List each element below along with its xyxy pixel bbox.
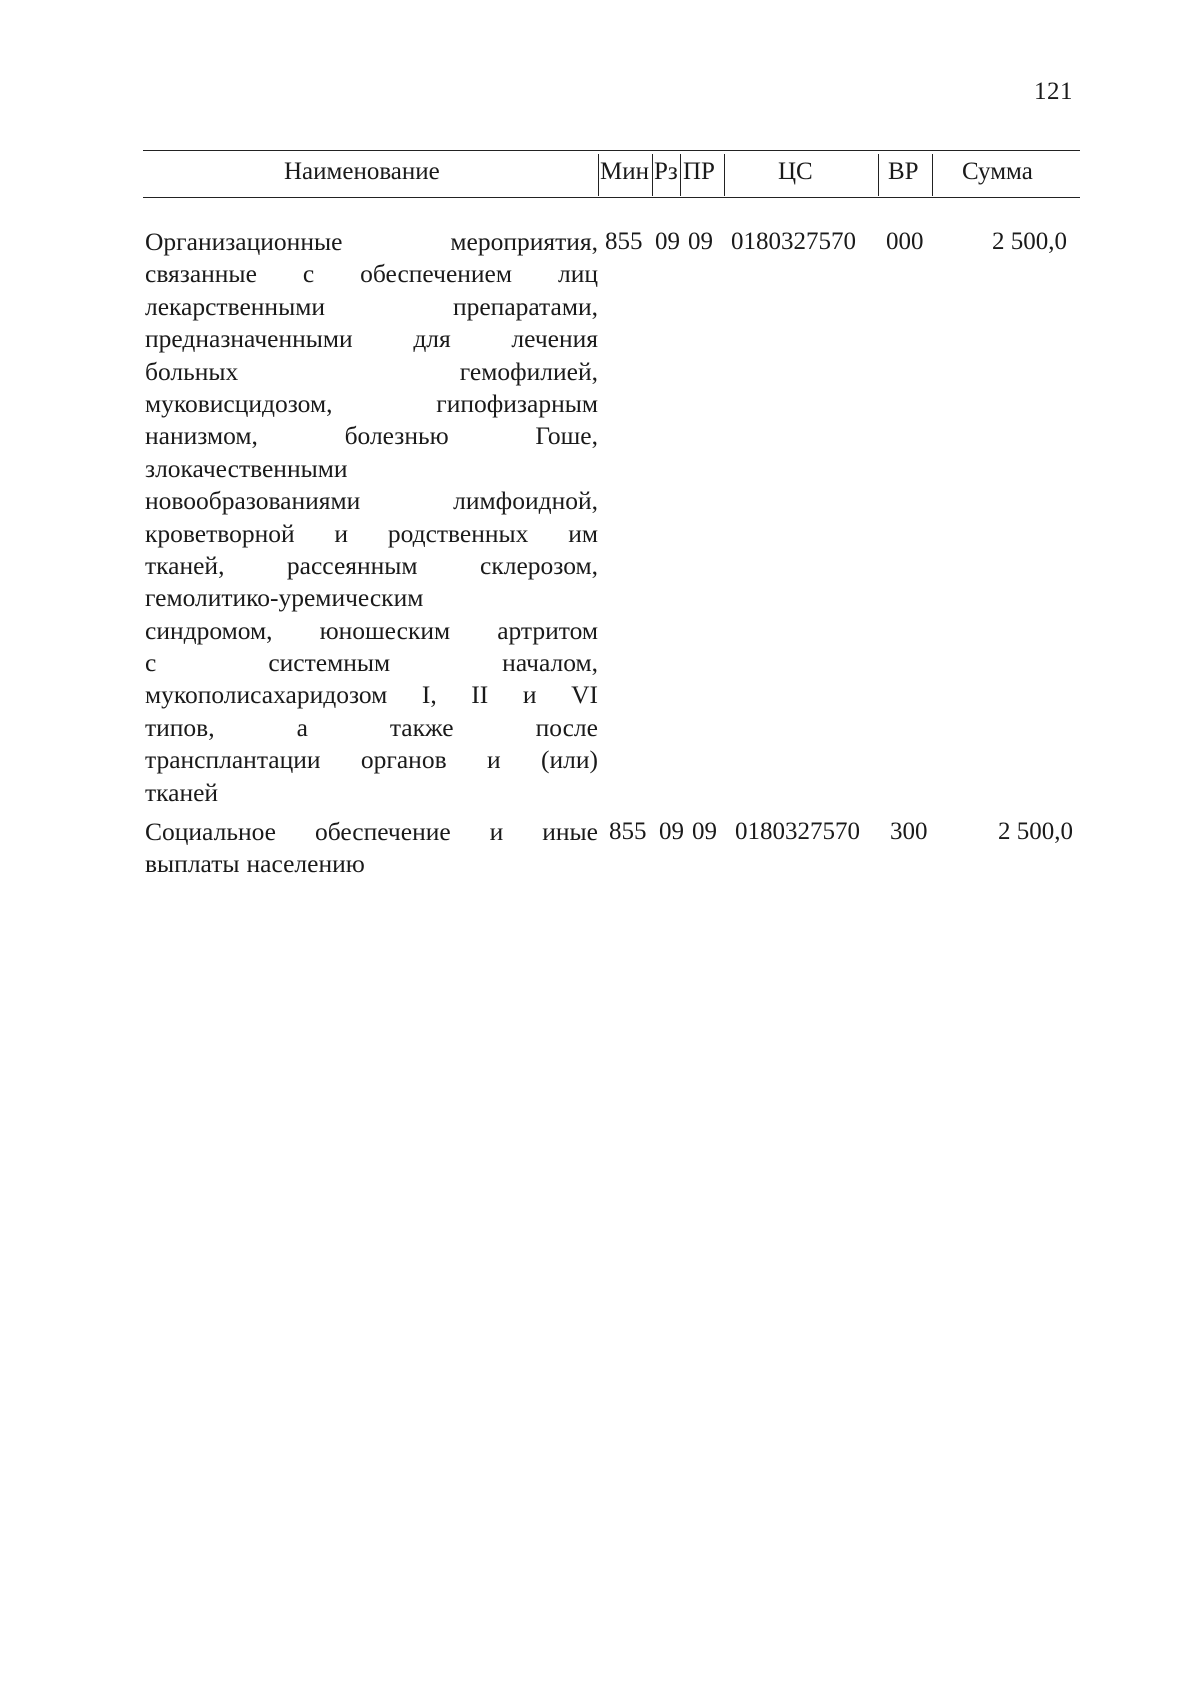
name-line bbox=[145, 226, 598, 258]
column-separator bbox=[680, 154, 681, 196]
name-word: населению bbox=[246, 849, 365, 879]
name-line bbox=[145, 816, 598, 848]
header-name: Наименование bbox=[284, 158, 440, 185]
name-word: препаратами, bbox=[452, 291, 598, 321]
column-separator bbox=[598, 154, 599, 196]
name-word: системным bbox=[268, 648, 391, 678]
name-line bbox=[145, 518, 598, 550]
name-line bbox=[145, 323, 598, 355]
row-name-cell bbox=[145, 816, 598, 881]
column-separator bbox=[724, 154, 725, 196]
name-word: гемофилией, bbox=[459, 356, 598, 386]
name-word: юношеским bbox=[319, 615, 451, 645]
name-word: Социальное bbox=[145, 817, 276, 846]
name-line bbox=[145, 848, 598, 880]
table-header-bottom-rule bbox=[143, 197, 1080, 198]
name-word: после bbox=[535, 712, 598, 742]
name-line bbox=[145, 582, 598, 614]
cell-vr: 000 bbox=[886, 228, 924, 255]
cell-pr: 09 bbox=[688, 228, 713, 255]
name-line bbox=[145, 258, 598, 290]
name-word: и bbox=[334, 518, 349, 548]
cell-sum: 2 500,0 bbox=[998, 818, 1073, 845]
name-word: II bbox=[471, 680, 489, 710]
name-word: VI bbox=[571, 680, 598, 710]
name-word: артритом bbox=[497, 615, 598, 645]
name-line bbox=[145, 744, 598, 776]
column-separator bbox=[652, 154, 653, 196]
name-word: а bbox=[296, 712, 308, 742]
name-word: злокачественными bbox=[145, 453, 348, 483]
name-line bbox=[145, 647, 598, 679]
header-rz: Рз bbox=[654, 158, 678, 185]
name-line bbox=[145, 679, 598, 711]
name-word: тканей, bbox=[145, 550, 225, 580]
name-word: больных bbox=[145, 356, 239, 386]
name-word: синдромом, bbox=[145, 615, 273, 645]
row-name-cell bbox=[145, 226, 598, 809]
name-word: и bbox=[486, 745, 501, 775]
name-word: типов, bbox=[145, 712, 215, 742]
name-word: лекарственными bbox=[145, 291, 325, 321]
cell-sum: 2 500,0 bbox=[992, 228, 1067, 255]
name-line bbox=[145, 420, 598, 452]
name-word: с bbox=[145, 648, 157, 678]
name-word: новообразованиями bbox=[145, 486, 361, 516]
cell-min: 855 bbox=[609, 818, 647, 845]
column-separator bbox=[878, 154, 879, 196]
name-word: обеспечение bbox=[314, 817, 451, 846]
cell-vr: 300 bbox=[890, 818, 928, 845]
header-sum: Сумма bbox=[962, 158, 1033, 185]
name-word: склерозом, bbox=[480, 550, 598, 580]
name-word: кроветворной bbox=[145, 518, 295, 548]
page-number: 121 bbox=[1034, 78, 1073, 105]
header-vr: ВР bbox=[888, 158, 919, 185]
name-word: мероприятия, bbox=[450, 227, 598, 256]
name-line bbox=[145, 453, 598, 485]
name-word: связанные bbox=[145, 259, 257, 289]
table-top-rule bbox=[143, 150, 1080, 151]
header-cs: ЦС bbox=[778, 158, 813, 185]
name-word: и bbox=[489, 817, 504, 846]
name-word: предназначенными bbox=[145, 324, 353, 354]
name-line bbox=[145, 291, 598, 323]
name-word: тканей bbox=[145, 777, 219, 807]
name-word: также bbox=[389, 712, 454, 742]
name-line bbox=[145, 712, 598, 744]
name-word: и bbox=[522, 680, 537, 710]
name-word: лимфоидной, bbox=[453, 486, 598, 516]
name-line bbox=[145, 485, 598, 517]
name-word: I, bbox=[421, 680, 437, 710]
name-line bbox=[145, 777, 598, 809]
name-line bbox=[145, 550, 598, 582]
name-word: нанизмом, bbox=[145, 421, 258, 451]
column-separator bbox=[932, 154, 933, 196]
name-word: для bbox=[413, 324, 451, 354]
name-word: родственных bbox=[387, 518, 529, 548]
cell-cs: 0180327570 bbox=[735, 818, 860, 845]
header-min: Мин bbox=[600, 158, 649, 185]
name-word: с bbox=[302, 259, 315, 289]
name-line bbox=[145, 388, 598, 420]
name-word: гемолитико-уремическим bbox=[145, 583, 424, 613]
name-word: мукополисахаридозом bbox=[145, 680, 388, 710]
name-word: трансплантации bbox=[145, 745, 321, 775]
cell-pr: 09 bbox=[692, 818, 717, 845]
header-pr: ПР bbox=[683, 158, 715, 185]
name-line bbox=[145, 356, 598, 388]
name-word: гипофизарным bbox=[436, 388, 598, 418]
name-word: муковисцидозом, bbox=[145, 388, 333, 418]
name-line bbox=[145, 615, 598, 647]
name-word: им bbox=[568, 518, 598, 548]
name-word: обеспечением bbox=[360, 259, 513, 289]
cell-min: 855 bbox=[605, 228, 643, 255]
name-word: органов bbox=[360, 745, 447, 775]
name-word: выплаты bbox=[145, 849, 240, 879]
name-word: болезнью bbox=[344, 421, 449, 451]
name-word: (или) bbox=[540, 745, 598, 775]
name-word: началом, bbox=[502, 648, 598, 678]
cell-cs: 0180327570 bbox=[731, 228, 856, 255]
name-word: Гоше, bbox=[535, 421, 598, 451]
name-word: иные bbox=[542, 817, 598, 846]
name-word: лиц bbox=[557, 259, 598, 289]
cell-rz: 09 bbox=[659, 818, 684, 845]
cell-rz: 09 bbox=[655, 228, 680, 255]
name-word: рассеянным bbox=[286, 550, 418, 580]
name-word: лечения bbox=[511, 324, 598, 354]
name-word: Организационные bbox=[145, 227, 343, 256]
